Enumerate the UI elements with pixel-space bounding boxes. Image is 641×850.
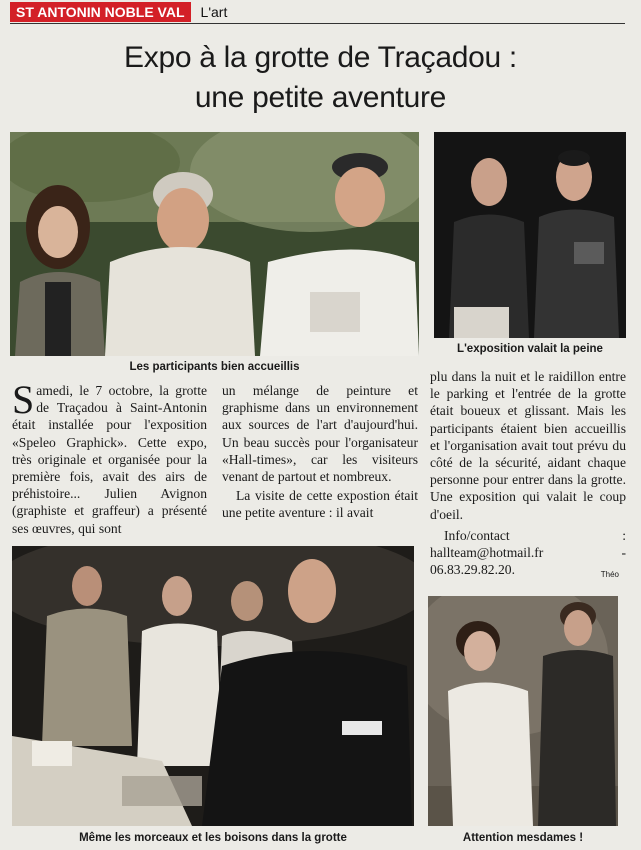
title-line-2: une petite aventure — [194, 81, 447, 114]
drop-cap: S — [12, 377, 35, 422]
article-column-2 — [222, 382, 418, 522]
article-title — [0, 38, 641, 118]
photo-participants — [10, 132, 419, 356]
column2-paragraph-2: La visite de cette expostion était une petite aventure : il avait — [222, 488, 418, 521]
photo4-caption: Attention mesdames ! — [462, 832, 584, 844]
contact-info: Info/contact : hallteam@hotmail.fr - 06.83.29.82.20. — [430, 527, 626, 578]
photo-grotto-table — [12, 546, 414, 826]
column2-paragraph-1: un mélange de peinture et graphisme dans un environnement aux sources de l'art d'aujourd'hui. Un beau succès pour l'organisateur «Hall-times», car les visiteurs venant de partout et nombreux. — [222, 383, 418, 485]
header-rule — [10, 23, 625, 24]
title-line-1: Expo à la grotte de Traçadou : — [124, 41, 517, 74]
column1-text: amedi, le 7 octobre, la grotte de Traçadou à Saint-Antonin était installée pour l'exposition «Speleo Graphick». Cette expo, très originale et organisée pour la première fois, avait des airs de préhistoire... Julien Avignon (graphiste et graffeur) a présenté ses œuvres, qui sont — [12, 383, 207, 536]
photo-exposition — [434, 132, 626, 338]
section-label: L'art — [200, 4, 228, 20]
photo3-caption: Même les morceaux et les boisons dans la grotte — [79, 832, 347, 844]
photo-mesdames — [428, 596, 618, 826]
photo-credit: Théo — [600, 570, 619, 579]
article-column-1 — [12, 377, 207, 537]
page-header — [10, 2, 227, 22]
location-tag: ST ANTONIN NOBLE VAL — [10, 2, 191, 22]
photo1-caption: Les participants bien accueillis — [129, 361, 300, 373]
article-column-3 — [430, 368, 626, 578]
column3-paragraph-1: plu dans la nuit et le raidillon entre le parking et l'entrée de la grotte était boueux et glissant. Mais les participants étaient bien accueillis et l'organisation avait tout prévu du côté de la sécurité, aidant chaque personne pour entrer dans la grotte. Une exposition qui valait le coup d'oeil. — [430, 369, 626, 522]
photo2-caption: L'exposition valait la peine — [457, 343, 603, 355]
